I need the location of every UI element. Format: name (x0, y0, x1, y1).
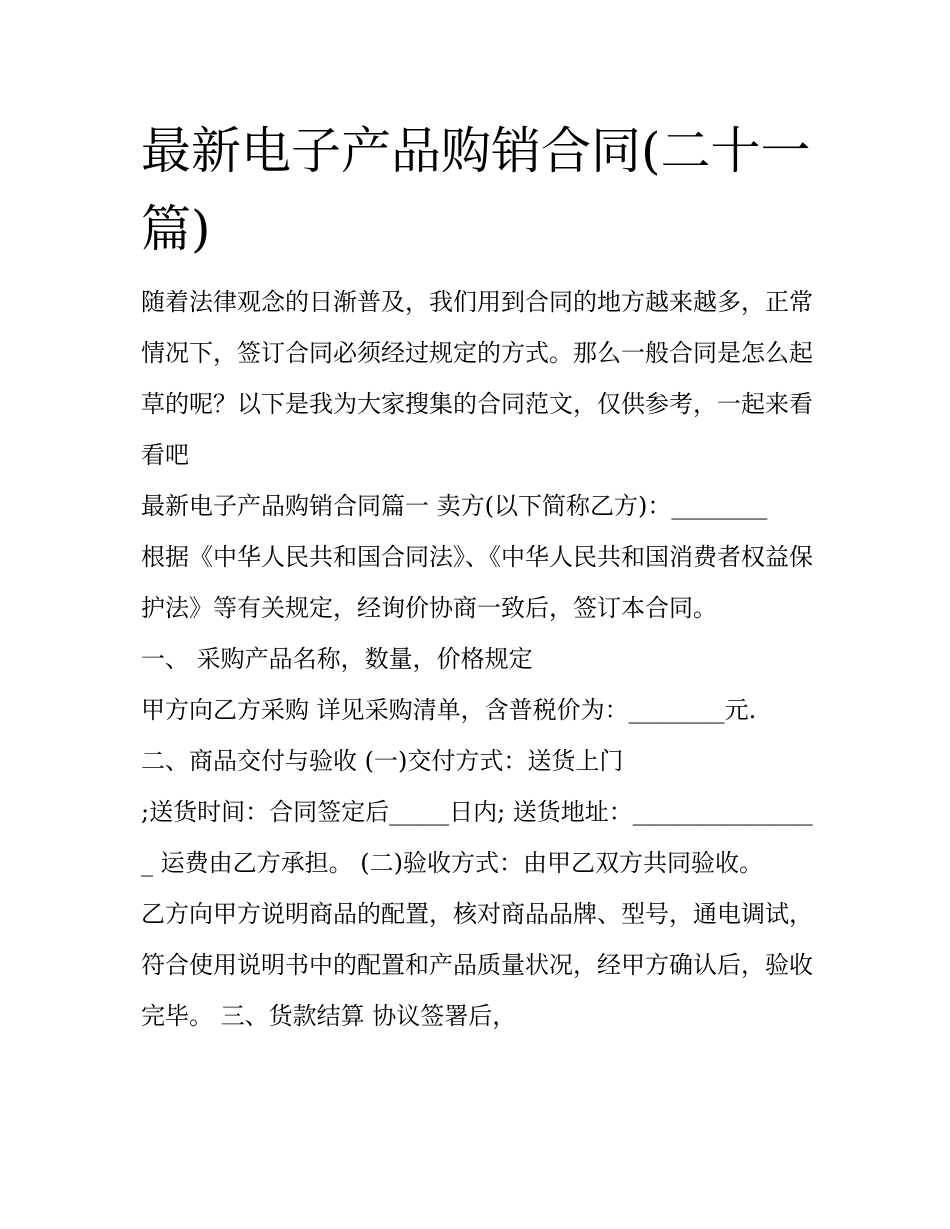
paragraph-basis: 根据《中华人民共和国合同法》、《中华人民共和国消费者权益保护法》等有关规定，经询价协商一致后，签订本合同。 (141, 543, 813, 622)
paragraph-intro: 随着法律观念的日渐普及，我们用到合同的地方越来越多，正常情况下，签订合同必须经过规定的方式。那么一般合同是怎么起草的呢？以下是我为大家搜集的合同范文，仅供参考，一起来看看吧 (141, 288, 813, 469)
paragraph-acceptance: 乙方向甲方说明商品的配置，核对商品品牌、型号，通电调试，符合使用说明书中的配置和产品质量状况，经甲方确认后，验收完毕。 三、货款结算 协议签署后， (141, 900, 813, 1030)
document-title: 最新电子产品购销合同(二十一篇) (141, 122, 811, 258)
document-body (141, 277, 813, 1042)
paragraph-section-two: 二、商品交付与验收 (一)交付方式：送货上门 (141, 747, 624, 775)
paragraph-section-one: 一、 采购产品名称，数量，价格规定 (141, 645, 533, 673)
paragraph-purchase-price: 甲方向乙方采购 详见采购清单，含普税价为：________元. (141, 696, 757, 724)
paragraph-seller: 最新电子产品购销合同篇一 卖方(以下简称乙方)：________ (141, 492, 768, 520)
paragraph-delivery: ;送货时间：合同签定后_____日内; 送货地址：________________ 运费由乙方承担。 (二)验收方式：由甲乙双方共同验收。 (141, 798, 813, 877)
